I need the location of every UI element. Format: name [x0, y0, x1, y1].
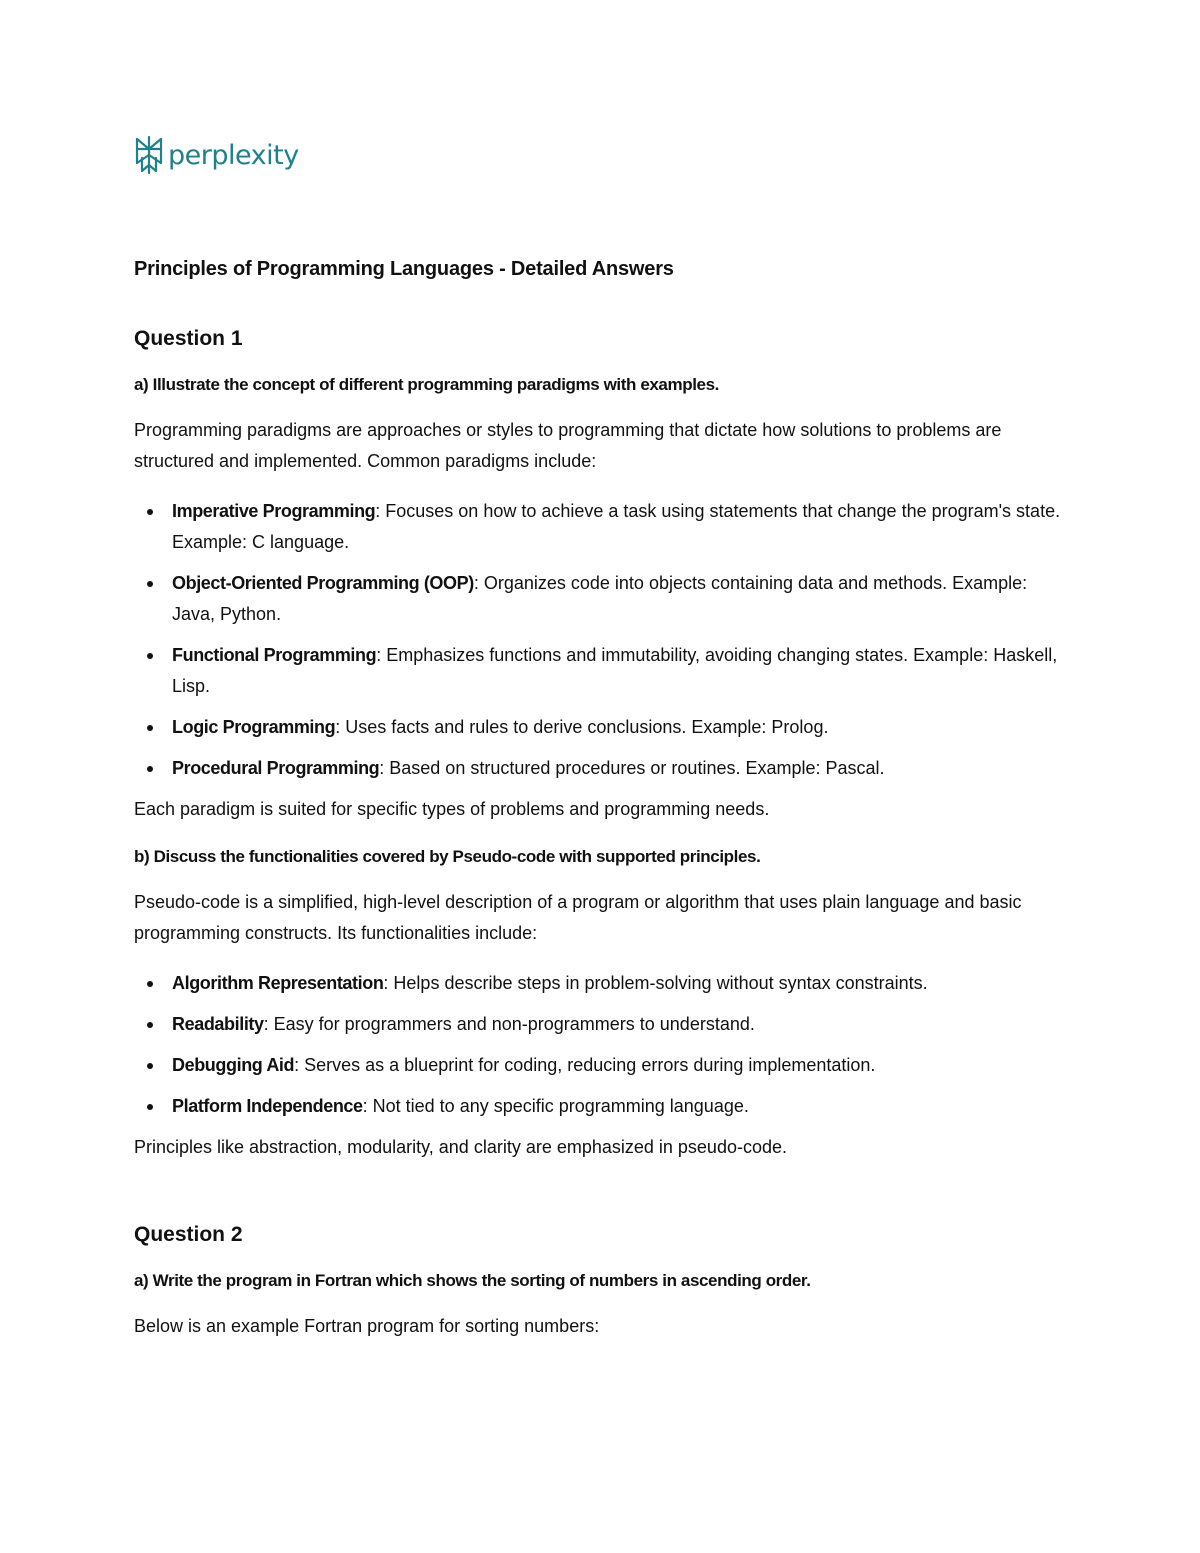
list-item — [134, 1050, 1064, 1081]
question-1a-closing: Each paradigm is suited for specific types of problems and programming needs. — [134, 799, 770, 819]
perplexity-logo-icon — [134, 136, 164, 174]
list-item-text: : Uses facts and rules to derive conclusions. Example: Prolog. — [335, 717, 829, 737]
brand-logo — [134, 136, 299, 174]
list-item — [134, 968, 1064, 999]
list-item — [134, 1009, 1064, 1040]
question-1b-prompt: b) Discuss the functionalities covered by Pseudo-code with supported principles. — [134, 847, 761, 866]
question-1b-intro: Pseudo-code is a simplified, high-level description of a program or algorithm that uses plain language and basic programming constructs. Its functionalities include: — [134, 892, 1022, 943]
list-item-term: Algorithm Representation — [172, 973, 384, 993]
pseudocode-functionality-list — [134, 968, 1064, 1122]
question-2a-intro: Below is an example Fortran program for sorting numbers: — [134, 1316, 600, 1336]
list-item-term: Debugging Aid — [172, 1055, 295, 1075]
list-item — [134, 1091, 1064, 1122]
list-item — [134, 712, 1064, 743]
list-item-term: Readability — [172, 1014, 264, 1034]
list-item-text: : Helps describe steps in problem-solving without syntax constraints. — [383, 973, 928, 993]
list-item-term: Functional Programming — [172, 645, 377, 665]
list-item-text: : Based on structured procedures or routines. Example: Pascal. — [379, 758, 885, 778]
list-item-text: : Emphasizes functions and immutability, avoiding changing states. Example: Haskell, Lisp. — [172, 645, 1058, 696]
document-title: Principles of Programming Languages - Detailed Answers — [134, 258, 674, 280]
question-1a-intro: Programming paradigms are approaches or styles to programming that dictate how solutions to problems are structured and implemented. Common paradigms include: — [134, 420, 1002, 471]
brand-name: perplexity — [168, 139, 299, 171]
paradigm-list — [134, 496, 1064, 784]
question-1-heading: Question 1 — [134, 327, 243, 350]
list-item-term: Logic Programming — [172, 717, 336, 737]
question-1a-prompt: a) Illustrate the concept of different programming paradigms with examples. — [134, 375, 719, 394]
question-1b-closing: Principles like abstraction, modularity, and clarity are emphasized in pseudo-code. — [134, 1137, 787, 1157]
question-2a-prompt: a) Write the program in Fortran which shows the sorting of numbers in ascending order. — [134, 1271, 811, 1290]
list-item-term: Imperative Programming — [172, 501, 376, 521]
list-item — [134, 496, 1064, 558]
list-item — [134, 568, 1064, 630]
document-body — [134, 258, 1064, 1361]
list-item-text: : Organizes code into objects containing data and methods. Example: Java, Python. — [172, 573, 1028, 624]
list-item-text: : Easy for programmers and non-programmers to understand. — [263, 1014, 755, 1034]
list-item — [134, 753, 1064, 784]
list-item-text: : Serves as a blueprint for coding, reducing errors during implementation. — [294, 1055, 876, 1075]
list-item-term: Object-Oriented Programming (OOP) — [172, 573, 474, 593]
list-item — [134, 640, 1064, 702]
list-item-text: : Focuses on how to achieve a task using statements that change the program's state. Example: C language. — [172, 501, 1061, 552]
list-item-term: Platform Independence — [172, 1096, 363, 1116]
list-item-term: Procedural Programming — [172, 758, 380, 778]
question-2-heading: Question 2 — [134, 1223, 243, 1246]
list-item-text: : Not tied to any specific programming language. — [362, 1096, 749, 1116]
